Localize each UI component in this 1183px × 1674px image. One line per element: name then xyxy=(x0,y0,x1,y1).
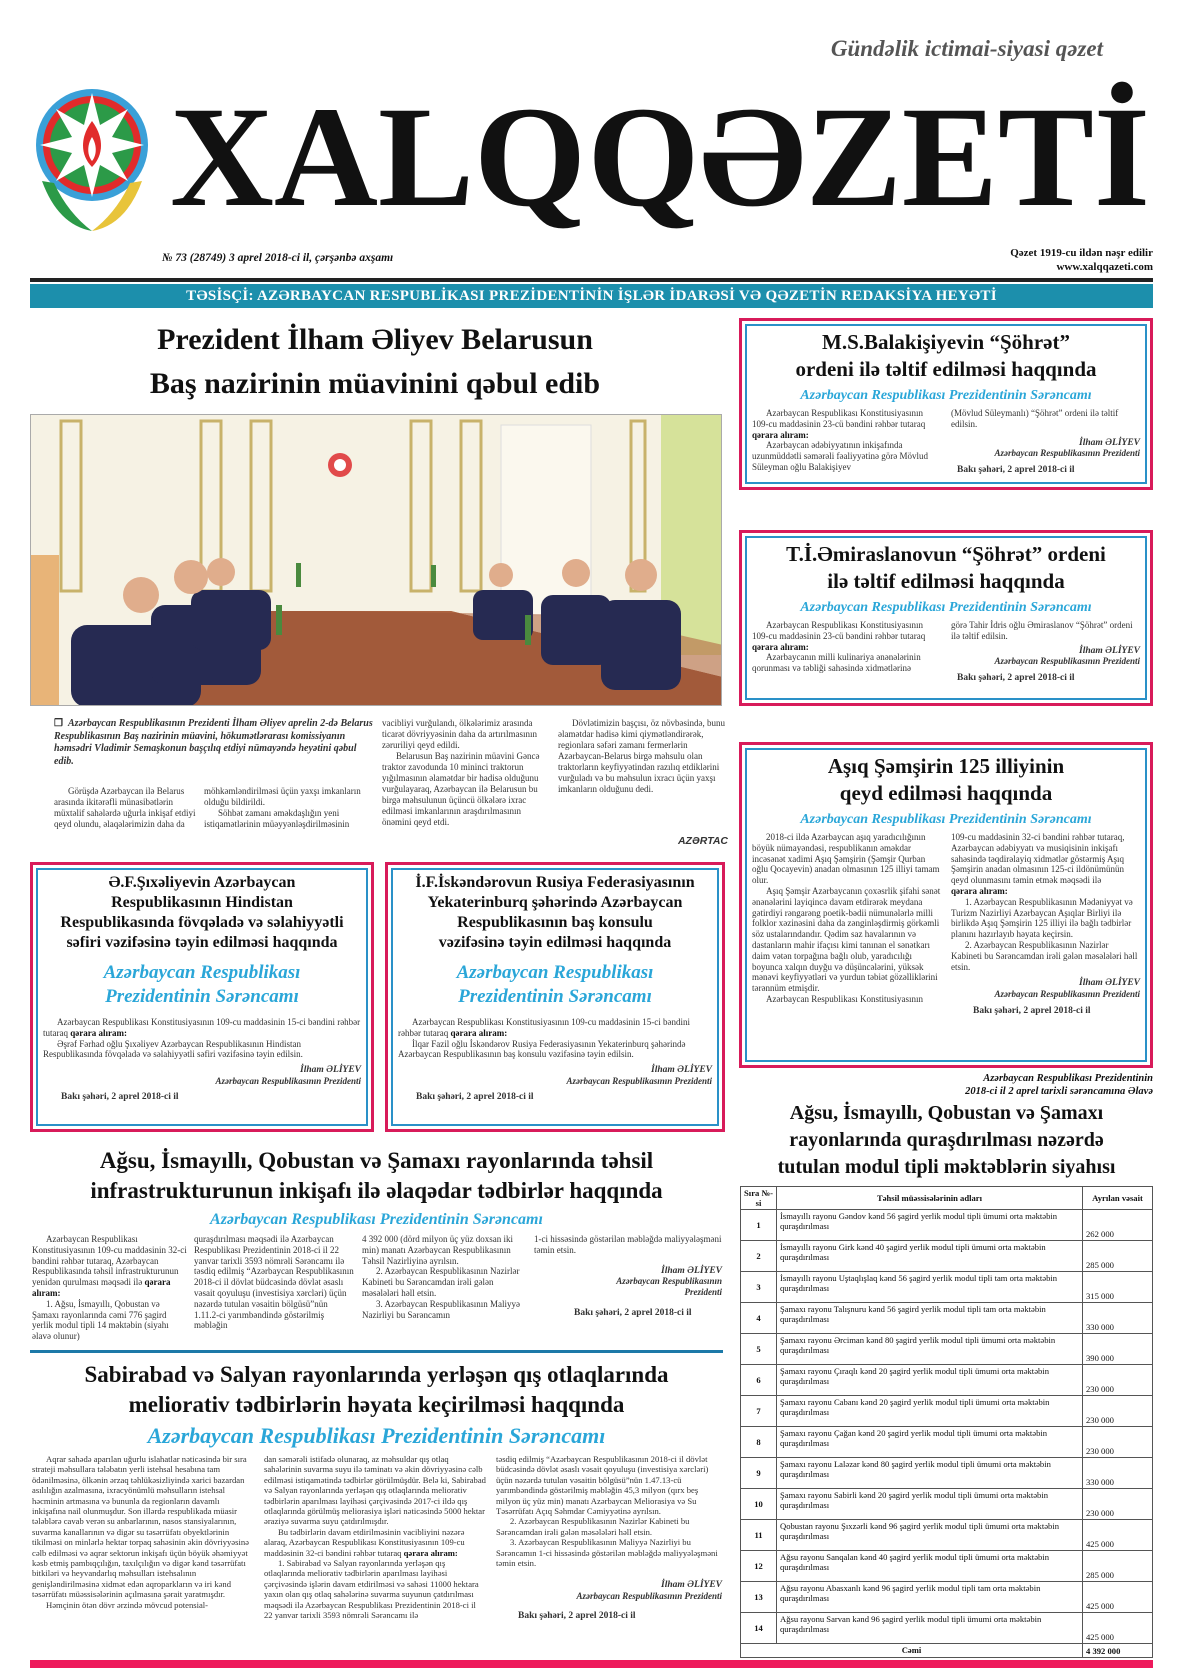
signer-role: Azərbaycan Respublikasının Prezidenti xyxy=(215,1075,361,1086)
decree-paragraph: Azərbaycan Respublikası Konstitusiyasının 109-cu maddəsinin 23-cü bəndini rəhbər tutaraq xyxy=(752,408,926,429)
allocated-amount: 230 000 xyxy=(1083,1427,1153,1458)
decree-paragraph: (Mövlud Süleymanlı) “Şöhrət” ordeni ilə təltif edilsin. xyxy=(951,408,1119,429)
place-date: Bakı şəhəri, 2 aprel 2018-ci il xyxy=(416,1091,534,1102)
allocated-amount: 230 000 xyxy=(1083,1489,1153,1520)
decree-title xyxy=(752,753,1140,807)
decree-paragraph: görə Tahir İdris oğlu Əmiraslanov “Şöhrət” ordeni ilə təltif edilsin. xyxy=(951,620,1133,641)
decree-emiraslanov xyxy=(739,530,1153,706)
annex-title-line: tutulan modul tipli məktəblərin siyahısı xyxy=(777,1156,1116,1178)
header-name: Təhsil müəssisələrinin adları xyxy=(777,1187,1083,1210)
decree-title xyxy=(43,873,361,953)
table-row xyxy=(741,1303,1153,1334)
signer-role: Azərbaycan Respublikasının Prezidenti xyxy=(994,448,1140,459)
decree-title xyxy=(752,541,1140,595)
section-divider xyxy=(30,1350,723,1353)
masthead xyxy=(0,0,1183,310)
row-number: 12 xyxy=(741,1551,777,1582)
table-row xyxy=(741,1551,1153,1582)
table-row xyxy=(741,1210,1153,1241)
table-row xyxy=(741,1241,1153,1272)
decree-subtitle-line: Azərbaycan Respublikası xyxy=(456,962,654,983)
decree-title-line: qeyd edilməsi haqqında xyxy=(839,781,1053,805)
allocated-amount: 425 000 xyxy=(1083,1613,1153,1644)
lead-column-1: Görüşdə Azərbaycan ilə Belarus arasında ikitərəfli münasibətlərin müxtəlif sahələrdə uğurla inkişaf etdiyi qeyd olundu, əlaqələrimizin daha da xyxy=(54,786,196,829)
signer-role: Prezidenti xyxy=(684,1287,722,1298)
row-number: 11 xyxy=(741,1520,777,1551)
allocated-amount: 330 000 xyxy=(1083,1458,1153,1489)
place-date: Bakı şəhəri, 2 aprel 2018-ci il xyxy=(957,673,1075,684)
decree-column xyxy=(752,620,941,684)
row-number: 6 xyxy=(741,1365,777,1396)
decree-subtitle: Azərbaycan Respublikası Prezidentinin Sərəncamı xyxy=(800,812,1092,827)
signer-role: Azərbaycan Respublikasının Prezidenti xyxy=(994,656,1140,667)
decree-title-line: M.S.Balakişiyevin “Şöhrət” xyxy=(822,330,1070,354)
decree-title-line: Respublikasının Hindistan xyxy=(111,894,293,911)
decree-column xyxy=(951,408,1140,476)
school-name: Şamaxı rayonu Çıraqlı kənd 20 şagird yerlik modul tipli ümumi orta məktəbin quraşdırılması xyxy=(777,1365,1083,1396)
decree-subtitle: Azərbaycan Respublikası Prezidentinin Sərəncamı xyxy=(800,388,1092,403)
decree-paragraph: dan səmərəli istifadə olunaraq, az məhsuldar qış otlaq sahələrinin suvarma suyu ilə təminatı və əkin dövriyyəsinə cəlb edilməsi istiqamətində tədbirlər görülmüşdür. Belə ki, Sabirabad və Salyan rayonlarında yerləşən qış otlaqlarında meliorativ tədbirlərin aparılması layihəsi çərçivəsində 2017-ci ildə qış otlaqlarında görülmüş meliorasiya işləri nəticəsində 5000 hektar əraziyə suvarma suyu çatdırılmışdır. xyxy=(264,1454,486,1527)
decree-text: Azərbaycan Respublikası Konstitusiyasının 109-cu maddəsinin 15-ci bəndini rəhbər tutaraq xyxy=(43,1017,361,1038)
school-name: İsmayıllı rayonu Gəndov kənd 56 şagird yerlik modul tipli ümumi orta məktəbin quraşdırılması xyxy=(777,1210,1083,1241)
signer-name: İlham ƏLİYEV xyxy=(1079,645,1140,656)
annex-note-line: Azərbaycan Respublikası Prezidentinin xyxy=(983,1073,1153,1084)
decree-column xyxy=(752,408,941,476)
signer-name: İlham ƏLİYEV xyxy=(1079,437,1140,448)
decree-title-line: Sabirabad və Salyan rayonlarında yerləşən qış otlaqlarında xyxy=(84,1362,669,1387)
row-number: 1 xyxy=(741,1210,777,1241)
decree-column xyxy=(496,1454,722,1622)
decree-column: quraşdırılması məqsədi ilə Azərbaycan Respublikası Prezidentinin 2018-ci il 22 yanvar tarixli 3593 nömrəli Sərəncamı ilə təsdiq edilmiş “Azərbaycan Respublikasının 2018-ci il dövlət büdcəsində dövlət əsaslı vəsait qoyuluşu (investisiya xərcləri) üçün nəzərdə tutulan vəsaitin bölgüsü”nün 1.11.2-ci yarımbəndində göstərilmiş məbləğin xyxy=(194,1234,354,1331)
row-number: 4 xyxy=(741,1303,777,1334)
decree-title-line: T.İ.Əmiraslanovun “Şöhrət” ordeni xyxy=(786,542,1106,566)
decree-education-title xyxy=(30,1146,723,1206)
decree-title-line: meliorativ tədbirlərin həyata keçirilməsi haqqında xyxy=(128,1392,625,1417)
allocated-amount: 425 000 xyxy=(1083,1582,1153,1613)
signer-name: İlham ƏLİYEV xyxy=(661,1580,722,1591)
table-row xyxy=(741,1458,1153,1489)
decree-paragraph xyxy=(32,1234,187,1299)
decree-body xyxy=(752,620,1140,684)
decree-subtitle-line: Azərbaycan Respublikası xyxy=(103,962,301,983)
decree-column xyxy=(534,1234,722,1319)
website-link[interactable]: www.xalqqazeti.com xyxy=(1056,261,1153,273)
decree-resolution: qərara alıram: xyxy=(403,1547,458,1558)
place-date: Bakı şəhəri, 2 aprel 2018-ci il xyxy=(574,1307,692,1318)
annex-title-line: rayonlarında quraşdırılması nəzərdə xyxy=(789,1129,1104,1151)
lead-column-3 xyxy=(382,718,548,828)
signer-role: Azərbaycan Respublikasının Prezidenti xyxy=(566,1075,712,1086)
table-total-row xyxy=(741,1644,1153,1658)
decree-paragraph: 3. Azərbaycan Respublikasının Maliyyə Nazirliyi bu Sərəncamın xyxy=(362,1298,520,1320)
place-date: Bakı şəhəri, 2 aprel 2018-ci il xyxy=(957,465,1075,476)
schools-table xyxy=(740,1186,1153,1658)
lead-paragraph: möhkəmləndirilməsi üçün yaxşı imkanların olduğu bildirildi. xyxy=(204,786,361,807)
decree-paragraph: Azərbaycanın milli kulinariya ənənələrinin qorunması və təbliği sahəsində xidmətlərinə xyxy=(752,652,921,674)
decree-paragraph xyxy=(43,1017,361,1039)
decree-text: Azərbaycan Respublikası Konstitusiyasının 109-cu maddəsinin 32-ci bəndini rəhbər tutaraq, Azərbaycan Respublikasında təhsil infrastrukturunun yenidən qurulması məqsədi ilə xyxy=(32,1234,187,1288)
lead-paragraph: Belarusun Baş nazirinin müavini Gəncə traktor zavodunda 10 mininci traktorun yığılmasının əlamətdar bir hadisə olduğunu vurğulayaraq, Azərbaycan ilə Belarusun bu birgə məhsulunun üçüncü ölkələrə ixrac edilməsi imkanlarının araşdırılmasının önəmini qeyd etdi. xyxy=(382,751,540,827)
decree-column xyxy=(752,832,941,1017)
decree-subtitle-line: Prezidentinin Sərəncamı xyxy=(105,986,299,1007)
decree-title-line: Ağsu, İsmayıllı, Qobustan və Şamaxı rayonlarında təhsil xyxy=(99,1148,654,1173)
decree-column xyxy=(32,1234,187,1342)
founder-bar: TƏSİSÇİ: AZƏRBAYCAN RESPUBLİKASI PREZİDENTİNİN İŞLƏR İDARƏSİ VƏ QƏZETİN REDAKSİYA HEYƏTİ xyxy=(30,284,1153,308)
decree-paragraph: 3. Azərbaycan Respublikasının Maliyyə Nazirliyi bu Sərəncamın 1-ci hissəsində göstərilən məbləğdə maliyyələşməni təmin etsin. xyxy=(496,1537,718,1569)
allocated-amount: 390 000 xyxy=(1083,1334,1153,1365)
newspaper-title-word: XALQ xyxy=(170,78,587,237)
table-row xyxy=(741,1365,1153,1396)
lead-column-4: Dövlətimizin başçısı, öz növbəsində, bunu əlamətdar hadisə kimi qiymətləndirərək, regionlara səfəri zamanı fermerlərin Azərbaycan-Belarus birgə məhsulu olan traktorların keyfiyyətindən razılıq etdiklərini vurğuladı və bu məhsulun ixracı üçün yaxşı imkanların olduğunu dedi. xyxy=(558,718,725,794)
decree-title xyxy=(752,329,1140,383)
total-value: 4 392 000 xyxy=(1083,1644,1153,1658)
decree-paragraph: 2. Azərbaycan Respublikasının Nazirlər Kabineti bu Sərəncamdan irəli gələn məsələləri həll etsin. xyxy=(951,939,1138,972)
school-name: Şamaxı rayonu Çağan kənd 20 şagird yerlik modul tipli ümumi orta məktəbin quraşdırılması xyxy=(777,1427,1083,1458)
decree-resolution: qərara alıram: xyxy=(450,1027,508,1038)
lead-intro xyxy=(54,718,374,768)
bullet-square-icon: ❒ xyxy=(54,718,68,729)
decree-title-line: Respublikasında fövqəladə və səlahiyyətli xyxy=(60,914,344,931)
signer-name: İlham ƏLİYEV xyxy=(651,1065,712,1076)
decree-title-line: Yekaterinburq şəhərində Azərbaycan xyxy=(427,894,683,911)
decree-title-line: infrastrukturunun inkişafı ilə əlaqədar tədbirlər haqqında xyxy=(90,1178,663,1203)
school-name: Şamaxı rayonu Cabanı kənd 20 şagird yerlik modul tipli ümumi orta məktəbin quraşdırılması xyxy=(777,1396,1083,1427)
row-number: 13 xyxy=(741,1582,777,1613)
total-label: Cəmi xyxy=(741,1644,1083,1658)
decree-paragraph: Aşıq Şəmşir Azərbaycanın çoxəsrlik şifahi sənət ənənələrini layiqincə davam etdirərək meydana gətirdiyi rəngarəng poetik-bədii nümunələrlə milli folklor xəzinəsini daha da zənginləşdirmiş görkəmli söz ustalarındandır. Qədim saz havalarının və dastanların mahir ifaçısı kimi tanınan el sənətkarı daim vətən torpağına bağlı olub, yaradıcılığı boyunca xalqın duyğu və düşüncələrini, yüksək mənəvi keyfiyyətləri və yurdun təbiət gözəlliklərini tərənnüm etmişdir. xyxy=(752,885,941,994)
lead-paragraph: Söhbət zamanı əməkdaşlığın yeni istiqamətlərinin müəyyənləşdirilməsinin xyxy=(204,808,350,829)
decree-paragraph: Azərbaycan ədəbiyyatının inkişafında uzunmüddətli səmərəli fəaliyyətinə görə Mövlud Süleyman oğlu Balakişiyev xyxy=(752,440,928,472)
decree-paragraph: Aqrar sahədə aparılan uğurlu islahatlar nəticəsində bir sıra strateji məhsullara tələbatın yerli istehsal hesabına tam ödənilməsinə, ölkənin ərzaq təhlükəsizliyində xarici bazardan asılılığın azalmasına, ixracyönümlü məhsulların istehsal həcminin artmasına və bununla da regionların davamlı inkişafına nail olunmuşdur. Son illərdə respublikada müasir tələblərə cavab verən su anbarlarının, nasos stansiyalarının, suvarma kanallarının və digər su təsərrüfatı obyektlərinin tikilməsi on minlərlə hektar torpaq sahəsinin əkin dövriyyəsinə cəlb edilməsi və aqrar sektorun inkişafı üçün böyük əhəmiyyət kəsb etmiş pambıqçılığın, taxılçılığın və digər kənd təsərrüfatı bitkiləri və heyvandarlıq məhsulları istehsalının genişləndirilməsinə xidmət edən aqroparkların və iri kənd təsərrüfatı müəssisələrinin açılmasına şərait yaratmışdır. xyxy=(32,1454,249,1600)
decree-text: Bu tədbirlərin davam etdirilməsinin vacibliyini nəzərə alaraq, Azərbaycan Respublikası Konstitusiyasının 109-cu maddəsinin 32-ci bəndini rəhbər tutaraq xyxy=(264,1526,465,1558)
decree-body xyxy=(752,832,1140,1017)
decree-paragraph xyxy=(398,1017,712,1039)
decree-body xyxy=(752,408,1140,476)
row-number: 5 xyxy=(741,1334,777,1365)
decree-resolution: qərara alıram: xyxy=(752,429,809,440)
decree-text: Azərbaycan Respublikası Konstitusiyasının 109-cu maddəsinin 15-ci bəndini rəhbər tutaraq xyxy=(398,1017,690,1038)
decree-resolution: qərara alıram: xyxy=(70,1027,127,1038)
lead-title-line: Prezident İlham Əliyev Belarusun xyxy=(157,323,593,356)
lead-paragraph: vacibliyi vurğulandı, ölkələrimiz arasında ticarət dövriyyəsinin daha da artırılmasının zəruriliyi qeyd edildi. xyxy=(382,718,537,750)
allocated-amount: 230 000 xyxy=(1083,1365,1153,1396)
annex-title-line: Ağsu, İsmayıllı, Qobustan və Şamaxı xyxy=(789,1102,1104,1124)
allocated-amount: 285 000 xyxy=(1083,1241,1153,1272)
decree-melioration-title xyxy=(30,1360,723,1420)
place-date: Bakı şəhəri, 2 aprel 2018-ci il xyxy=(518,1611,636,1622)
decree-education-body xyxy=(32,1234,722,1346)
since-text: Qəzet 1919-cu ildən nəşr edilir xyxy=(1010,247,1153,259)
decree-resolution: qərara alıram: xyxy=(951,885,1008,896)
decree-paragraph: 2018-ci ildə Azərbaycan aşıq yaradıcılığının böyük nümayəndəsi, respublikanın əməkdar incəsənət xadimi Aşıq Şəmşirin (Şəmşir Qurban oğlu Qocayevin) anadan olmasının 125 illiyi tamam olur. xyxy=(752,832,940,886)
lead-column-2 xyxy=(204,786,364,830)
school-name: Şamaxı rayonu Ərciman kənd 80 şagird yerlik modul tipli ümumi orta məktəbin quraşdırılması xyxy=(777,1334,1083,1365)
signer-role: Azərbaycan Respublikasının Prezidenti xyxy=(576,1590,722,1601)
decree-ashiq-shamshir xyxy=(739,742,1153,1068)
table-row xyxy=(741,1613,1153,1644)
lead-intro-text: Azərbaycan Respublikasının Prezidenti İlham Əliyev aprelin 2-də Belarus Respublikasının Baş nazirinin müavini, hökumətlərarası komissiyanın həmsədri Vladimir Semaşkonun başçılıq etdiyi nümayəndə heyətini qəbul edib. xyxy=(54,718,373,767)
decree-title-line: ordeni ilə təltif edilməsi haqqında xyxy=(795,357,1097,381)
decree-paragraph: Həmçinin ötən dövr ərzində mövcud potensial- xyxy=(46,1599,209,1610)
table-row xyxy=(741,1582,1153,1613)
place-date: Bakı şəhəri, 2 aprel 2018-ci il xyxy=(973,1005,1091,1016)
table-row xyxy=(741,1520,1153,1551)
state-emblem-icon xyxy=(28,85,156,235)
lead-title-line: Baş nazirinin müavinini qəbul edib xyxy=(149,367,601,400)
allocated-amount: 230 000 xyxy=(1083,1396,1153,1427)
school-name: İsmayıllı rayonu Uştaqlışlaq kənd 56 şagird yerlik modul tipli tam orta məktəbin quraşdırılması xyxy=(777,1272,1083,1303)
row-number: 14 xyxy=(741,1613,777,1644)
decree-paragraph: 1-ci hissəsində göstərilən məbləğdə maliyyələşməni təmin etsin. xyxy=(534,1234,722,1255)
decree-title-line: Aşıq Şəmşirin 125 illiyinin xyxy=(827,754,1065,778)
decree-paragraph: 1. Ağsu, İsmayıllı, Qobustan və Şamaxı rayonlarında cəmi 776 şagird yerlik modul tipli 14 məktəbin (siyahı əlavə olunur) xyxy=(32,1298,169,1342)
table-header-row xyxy=(741,1187,1153,1210)
decree-subtitle-line: Prezidentinin Sərəncamı xyxy=(458,986,652,1007)
header-number: Sıra №-si xyxy=(741,1187,777,1210)
decree-resolution: qərara alıram: xyxy=(32,1277,171,1298)
row-number: 10 xyxy=(741,1489,777,1520)
school-name: Ağsu rayonu Sanqalan kənd 40 şagird yerlik modul tipli ümumi orta məktəbin quraşdırılması xyxy=(777,1551,1083,1582)
decree-paragraph: Azərbaycan Respublikası Konstitusiyasının xyxy=(766,993,923,1004)
source-credit: AZƏRTAC xyxy=(677,835,728,847)
place-date: Bakı şəhəri, 2 aprel 2018-ci il xyxy=(61,1091,179,1102)
decree-paragraph: 1. Sabirabad və Salyan rayonlarında yerləşən qış otlaqlarında meliorativ tədbirlərin aparılması layihəsi çərçivəsində işlərin davam etdirilməsi və sahəsi 11000 hektara yaxın olan qış otlaq sahələrinə suvarma suyunun çatdırılması məqsədi ilə Azərbaycan Respublikası Prezidentinin 2018-ci il 22 yanvar tarixli 3593 nömrəli Sərəncamı ilə xyxy=(264,1558,479,1621)
decree-paragraph xyxy=(264,1527,486,1558)
table-row xyxy=(741,1334,1153,1365)
header-amount: Ayrılan vəsait xyxy=(1083,1187,1153,1210)
decree-balakishiyev xyxy=(739,318,1153,490)
allocated-amount: 330 000 xyxy=(1083,1303,1153,1334)
table-row xyxy=(741,1489,1153,1520)
bottom-rule xyxy=(30,1660,1153,1668)
decree-paragraph: 4 392 000 (dörd milyon üç yüz doxsan iki min) manatı Azərbaycan Respublikasının Təhsil Nazirliyinə ayrılsın. xyxy=(362,1234,513,1266)
signer-name: İlham ƏLİYEV xyxy=(661,1265,722,1276)
allocated-amount: 315 000 xyxy=(1083,1272,1153,1303)
decree-subtitle: Azərbaycan Respublikası Prezidentinin Sərəncamı xyxy=(210,1211,543,1228)
newspaper-title xyxy=(170,78,1150,248)
school-name: Şamaxı rayonu Sabirli kənd 20 şagird yerlik modul tipli ümumi orta məktəbin quraşdırılması xyxy=(777,1489,1083,1520)
decree-paragraph: təsdiq edilmiş “Azərbaycan Respublikasının 2018-ci il dövlət büdcəsində dövlət əsaslı vəsait qoyuluşu (investisiya xərcləri) üçün nəzərdə tutulan vəsaitin bölgüsü”nün 1.47.13-cü yarımbəndində göstərilmiş məbləğin 45,3 milyon (qırx beş milyon üç yüz min) manatı Azərbaycan Meliorasiya və Su Təsərrüfatı Açıq Səhmdar Cəmiyyətinə ayrılsın. xyxy=(496,1454,709,1517)
decree-title-line: vəzifəsinə təyin edilməsi haqqında xyxy=(438,934,672,951)
row-number: 7 xyxy=(741,1396,777,1427)
table-row xyxy=(741,1427,1153,1458)
table-row xyxy=(741,1272,1153,1303)
row-number: 3 xyxy=(741,1272,777,1303)
decree-resolution: qərara alıram: xyxy=(752,641,809,652)
decree-paragraph: 1. Azərbaycan Respublikasının Mədəniyyət və Turizm Nazirliyi Azərbaycan Aşıqlar Birliyi ilə birlikdə Aşıq Şəmşirin 125 illiyi ilə bağlı tədbirlər planını hazırlayıb həyata keçirsin. xyxy=(951,896,1133,940)
row-number: 8 xyxy=(741,1427,777,1458)
decree-column xyxy=(362,1234,524,1320)
row-number: 9 xyxy=(741,1458,777,1489)
signer-name: İlham ƏLİYEV xyxy=(1079,978,1140,989)
decree-paragraph: 109-cu maddəsinin 32-ci bəndini rəhbər tutaraq, Azərbaycan ədəbiyyatı və musiqisinin inkişafı sahəsində təqdirəlayiq xidmətlər göstərmiş Aşıq Şəmşirin anadan olmasının 125-ci ildönümünün qeyd olunmasını təmin etmək məqsədi ilə xyxy=(951,832,1125,886)
decree-title-line: İ.F.İskəndərovun Rusiya Federasiyasının xyxy=(415,874,695,891)
table-row xyxy=(741,1396,1153,1427)
masthead-rule xyxy=(30,278,1153,282)
decree-body xyxy=(43,1017,361,1103)
decree-title-line: ilə təltif edilməsi haqqında xyxy=(827,569,1065,593)
decree-paragraph: İlqar Fazil oğlu İskəndərov Rusiya Federasiyasının Yekaterinburq şəhərində Azərbaycan Respublikasının baş konsulu vəzifəsinə təyin edilsin. xyxy=(398,1038,686,1060)
school-name: İsmayıllı rayonu Girk kənd 40 şagird yerlik modul tipli ümumi orta məktəbin quraşdırılması xyxy=(777,1241,1083,1272)
school-name: Qobustan rayonu Şıxzərli kənd 96 şagird yerlik modul tipli ümumi orta məktəbin quraşdırılması xyxy=(777,1520,1083,1551)
decree-subtitle xyxy=(398,961,712,1009)
lead-photo xyxy=(30,414,722,706)
school-name: Şamaxı rayonu Talışnuru kənd 56 şagird yerlik modul tipli tam orta məktəbin quraşdırılması xyxy=(777,1303,1083,1334)
decree-paragraph: 2. Azərbaycan Respublikasının Nazirlər Kabineti bu Sərəncamdan irəli gələn məsələləri həll etsin. xyxy=(362,1266,520,1298)
annex-title xyxy=(740,1100,1153,1181)
lead-article-title xyxy=(30,318,720,406)
decree-title-line: səfiri vəzifəsinə təyin edilməsi haqqında xyxy=(66,934,338,951)
decree-column xyxy=(264,1454,486,1621)
decree-column xyxy=(951,620,1140,684)
decree-paragraph: Azərbaycan Respublikası Konstitusiyasının 109-cu maddəsinin 23-cü bəndini rəhbər tutaraq xyxy=(752,620,926,641)
signer-name: İlham ƏLİYEV xyxy=(300,1065,361,1076)
decree-iskandarov xyxy=(385,862,725,1132)
decree-body xyxy=(398,1017,712,1103)
decree-column xyxy=(32,1454,254,1610)
decree-shikhaliyev xyxy=(30,862,374,1132)
allocated-amount: 285 000 xyxy=(1083,1551,1153,1582)
school-name: Ağsu rayonu Sarvan kənd 96 şagird yerlik modul tipli ümumi orta məktəbin quraşdırılması xyxy=(777,1613,1083,1644)
decree-melioration-body xyxy=(32,1454,722,1654)
tagline: Gündəlik ictimai-siyasi qəzet xyxy=(830,36,1103,61)
publication-info xyxy=(1010,246,1153,274)
decree-title xyxy=(398,873,712,953)
decree-title-line: Ə.F.Şıxəliyevin Azərbaycan xyxy=(108,874,296,891)
signer-role: Azərbaycan Respublikasının Prezidenti xyxy=(994,989,1140,1000)
decree-column xyxy=(951,832,1140,1017)
decree-paragraph: Əşrəf Fərhad oğlu Şıxəliyev Azərbaycan Respublikasının Hindistan Respublikasında fövqəladə və səlahiyyətli səfiri vəzifəsinə təyin edilsin. xyxy=(43,1038,303,1060)
allocated-amount: 262 000 xyxy=(1083,1210,1153,1241)
allocated-amount: 425 000 xyxy=(1083,1520,1153,1551)
lead-article-body xyxy=(30,718,730,852)
school-name: Ağsu rayonu Abasxanlı kənd 96 şagird yerlik modul tipli tam orta məktəbin quraşdırılması xyxy=(777,1582,1083,1613)
row-number: 2 xyxy=(741,1241,777,1272)
decree-paragraph: 2. Azərbaycan Respublikasının Nazirlər Kabineti bu Sərəncamdan irəli gələn məsələləri həll etsin. xyxy=(496,1516,690,1537)
annex-note xyxy=(753,1072,1153,1098)
signer-role: Azərbaycan Respublikasının xyxy=(616,1276,722,1287)
decree-title-line: Respublikasının baş konsulu xyxy=(457,914,653,931)
issue-line: № 73 (28749) 3 aprel 2018-ci il, çərşənbə axşamı xyxy=(162,252,394,264)
decree-subtitle xyxy=(43,961,361,1009)
decree-subtitle: Azərbaycan Respublikası Prezidentinin Sərəncamı xyxy=(147,1423,606,1448)
decree-subtitle: Azərbaycan Respublikası Prezidentinin Sərəncamı xyxy=(800,600,1092,615)
annex-note-line: 2018-ci il 2 aprel tarixli sərəncamına Əlavə xyxy=(965,1086,1153,1097)
newspaper-title-word: QƏZETİ xyxy=(587,78,1150,237)
school-name: Şamaxı rayonu Laləzar kənd 80 şagird yerlik modul tipli ümumi orta məktəbin quraşdırılması xyxy=(777,1458,1083,1489)
